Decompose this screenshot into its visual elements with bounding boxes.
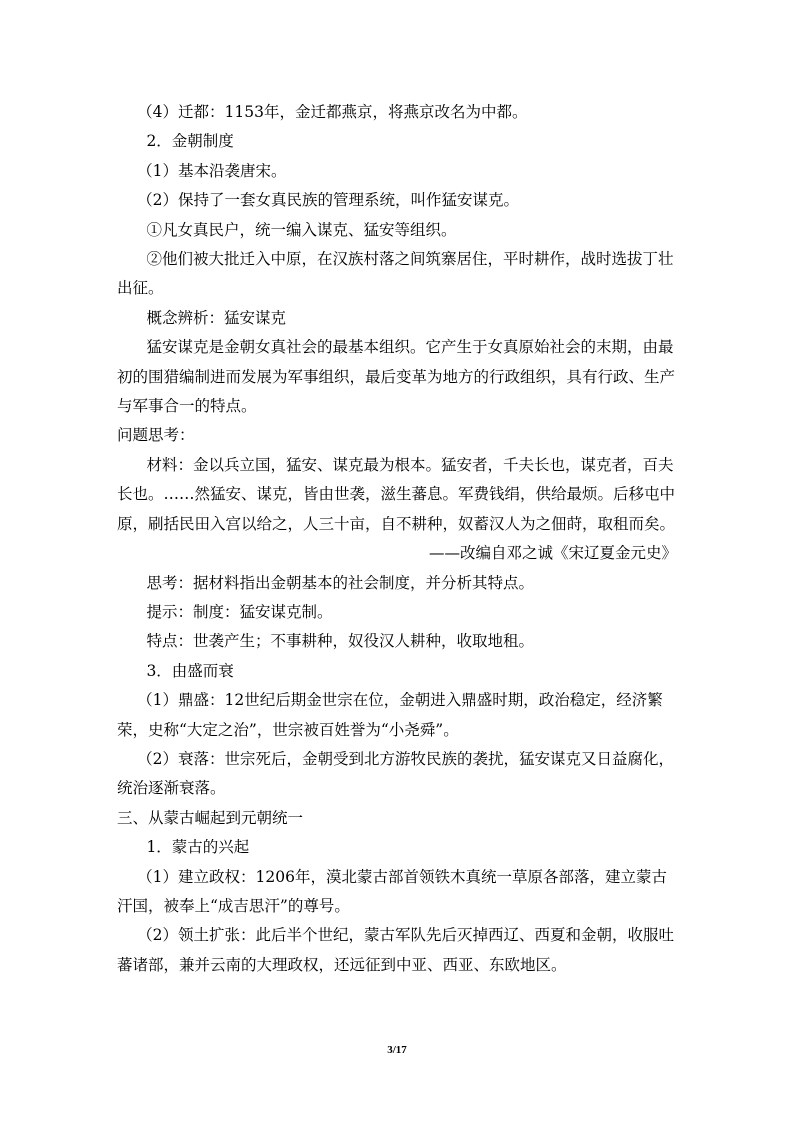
concept-heading: 概念辨析：猛安谋克 — [146, 308, 286, 327]
paragraph: （1）鼎盛：12世纪后期金世宗在位，金朝进入鼎盛时期，政治稳定，经济繁荣，史称“大定之治”，世宗被百姓誉为“小尧舜”。 — [117, 691, 663, 739]
paragraph: 思考：据材料指出金朝基本的社会制度，并分析其特点。 — [146, 573, 534, 592]
paragraph: （1）建立政权：1206年，漠北蒙古部首领铁木真统一草原各部落，建立蒙古汗国，被奉上“成吉思汗”的尊号。 — [117, 867, 667, 915]
paragraph: ①凡女真民户，统一编入谋克、猛安等组织。 — [146, 220, 457, 239]
paragraph: 猛安谋克是金朝女真社会的最基本组织。它产生于女真原始社会的末期，由最初的围猎编制进而发展为军事组织，最后变革为地方的行政组织，具有行政、生产与军事合一的特点。 — [117, 338, 676, 416]
question-heading: 问题思考： — [117, 426, 195, 445]
paragraph: 提示：制度：猛安谋克制。 — [146, 602, 333, 621]
page-number: 3/17 — [387, 1044, 407, 1056]
paragraph: （2）领土扩张：此后半个世纪，蒙古军队先后灭掉西辽、西夏和金朝，收服吐蕃诸部，兼并云南的大理政权，还远征到中亚、西亚、东欧地区。 — [117, 926, 675, 974]
body-text — [117, 98, 677, 980]
citation: ——改编自邓之诚《宋辽夏金元史》 — [428, 544, 677, 563]
section-heading: 2．金朝制度 — [146, 132, 234, 151]
chapter-heading: 三、从蒙古崛起到元朝统一 — [117, 808, 304, 827]
section-heading: 3．由盛而衰 — [146, 661, 234, 680]
paragraph: （1）基本沿袭唐宋。 — [137, 161, 287, 180]
paragraph: （2）衰落：世宗死后，金朝受到北方游牧民族的袭扰，猛安谋克又日益腐化，统治逐渐衰落。 — [117, 749, 675, 798]
paragraph: ②他们被大批迁入中原，在汉族村落之间筑寨居住，平时耕作，战时选拔丁壮出征。 — [117, 250, 674, 298]
source-material: 材料：金以兵立国，猛安、谋克最为根本。猛安者，千夫长也，谋克者，百夫长也。……然猛安、谋克，皆由世袭，滋生蕃息。军费钱绢，供给最烦。后移屯中原，刷括民田入宫以给之，人三十亩，自不耕种，奴蓄汉人为之佃莳，取租而矣。 — [117, 455, 676, 533]
section-heading: 1．蒙古的兴起 — [146, 838, 250, 857]
paragraph: （2）保持了一套女真民族的管理系统，叫作猛安谋克。 — [137, 191, 520, 210]
paragraph: （4）迁都：1153年，金迁都燕京，将燕京改名为中都。 — [137, 103, 528, 121]
paragraph: 特点：世袭产生；不事耕种，奴役汉人耕种，收取地租。 — [146, 632, 534, 651]
